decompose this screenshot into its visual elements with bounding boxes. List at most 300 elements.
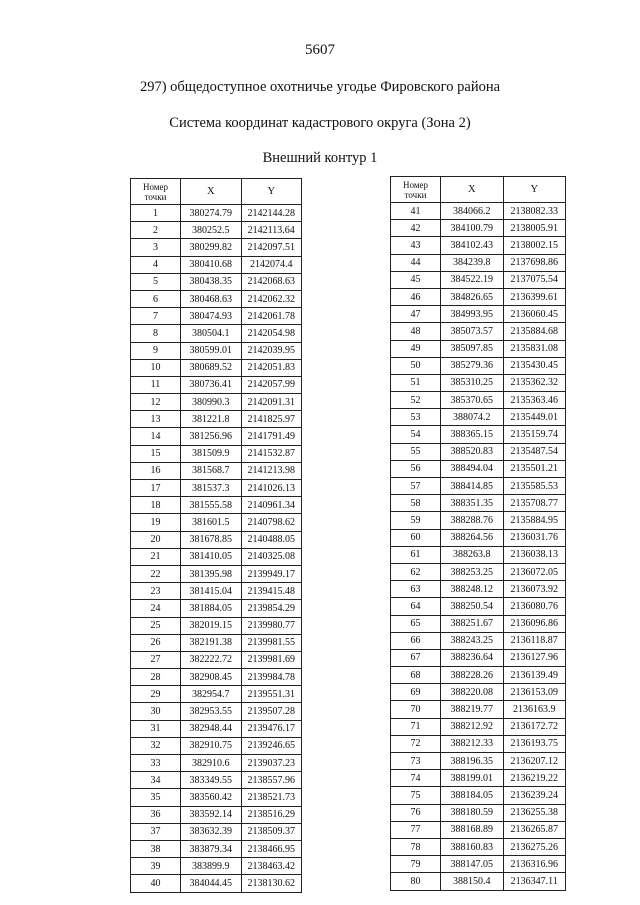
table-row [391,306,566,323]
point-number-cell: 72 [391,735,441,752]
point-number-cell: 5 [131,273,181,290]
table-row [131,428,302,445]
y-coordinate-cell: 2138521.73 [241,789,302,806]
table-row [131,222,302,239]
x-coordinate-cell: 384239.8 [441,254,504,271]
point-number-cell: 21 [131,548,181,565]
table-row [391,512,566,529]
table-row [131,686,302,703]
point-number-cell: 11 [131,376,181,393]
table-row [131,445,302,462]
x-header: X [441,177,504,203]
point-number-cell: 37 [131,823,181,840]
x-coordinate-cell: 380410.68 [181,256,242,273]
table-row [131,600,302,617]
table-row [131,239,302,256]
table-row [391,374,566,391]
x-coordinate-cell: 384826.65 [441,288,504,305]
y-coordinate-cell: 2136265.87 [503,821,566,838]
coordinates-table-right [390,176,566,891]
x-coordinate-cell: 384044.45 [181,875,242,892]
table-row [391,478,566,495]
x-coordinate-cell: 381537.3 [181,480,242,497]
point-number-cell: 63 [391,581,441,598]
y-coordinate-cell: 2139415.48 [241,583,302,600]
table-row [391,392,566,409]
point-number-cell: 28 [131,669,181,686]
x-coordinate-cell: 388196.35 [441,753,504,770]
x-coordinate-cell: 381256.96 [181,428,242,445]
point-number-cell: 9 [131,342,181,359]
y-coordinate-cell: 2139507.28 [241,703,302,720]
table-row [131,840,302,857]
table-row [391,529,566,546]
x-coordinate-cell: 380599.01 [181,342,242,359]
point-number-cell: 60 [391,529,441,546]
y-coordinate-cell: 2140798.62 [241,514,302,531]
point-number-cell: 40 [131,875,181,892]
x-coordinate-cell: 388414.85 [441,478,504,495]
x-coordinate-cell: 382910.6 [181,755,242,772]
point-number-cell: 80 [391,873,441,890]
x-coordinate-cell: 380504.1 [181,325,242,342]
table-row [391,718,566,735]
table-row [131,462,302,479]
point-number-cell: 10 [131,359,181,376]
x-coordinate-cell: 381415.04 [181,583,242,600]
y-coordinate-cell: 2141532.87 [241,445,302,462]
point-number-cell: 3 [131,239,181,256]
x-coordinate-cell: 388212.33 [441,735,504,752]
table-row [391,203,566,220]
x-coordinate-cell: 384993.95 [441,306,504,323]
table-row [391,753,566,770]
point-number-cell: 57 [391,478,441,495]
y-coordinate-cell: 2136139.49 [503,667,566,684]
point-number-cell: 23 [131,583,181,600]
point-number-cell: 19 [131,514,181,531]
y-coordinate-cell: 2135449.01 [503,409,566,426]
y-coordinate-cell: 2139981.69 [241,651,302,668]
x-coordinate-cell: 380990.3 [181,394,242,411]
x-coordinate-cell: 382954.7 [181,686,242,703]
y-coordinate-cell: 2140325.08 [241,548,302,565]
y-coordinate-cell: 2136347.11 [503,873,566,890]
table-row [131,789,302,806]
table-row [131,394,302,411]
point-number-cell: 39 [131,858,181,875]
y-coordinate-cell: 2136080.76 [503,598,566,615]
point-number-cell: 62 [391,563,441,580]
point-number-cell: 33 [131,755,181,772]
point-number-cell: 24 [131,600,181,617]
y-coordinate-cell: 2142054.98 [241,325,302,342]
x-coordinate-cell: 388160.83 [441,838,504,855]
x-coordinate-cell: 388212.92 [441,718,504,735]
point-number-cell: 36 [131,806,181,823]
table-row [131,565,302,582]
point-number-cell: 46 [391,288,441,305]
point-number-cell: 25 [131,617,181,634]
y-coordinate-cell: 2137698.86 [503,254,566,271]
table-row [131,548,302,565]
table-row [131,823,302,840]
table-row [391,615,566,632]
x-coordinate-cell: 388220.08 [441,684,504,701]
point-number-cell: 34 [131,772,181,789]
y-coordinate-cell: 2139854.29 [241,600,302,617]
x-coordinate-cell: 388264.56 [441,529,504,546]
y-coordinate-cell: 2139037.23 [241,755,302,772]
y-coordinate-cell: 2139981.55 [241,634,302,651]
x-coordinate-cell: 388288.76 [441,512,504,529]
point-number-cell: 61 [391,546,441,563]
point-number-cell: 22 [131,565,181,582]
x-coordinate-cell: 388199.01 [441,770,504,787]
x-coordinate-cell: 382191.38 [181,634,242,651]
table-row [391,856,566,873]
table-row [391,598,566,615]
point-number-cell: 35 [131,789,181,806]
table-row [391,426,566,443]
x-coordinate-cell: 380299.82 [181,239,242,256]
y-coordinate-cell: 2136038.13 [503,546,566,563]
x-coordinate-cell: 388236.64 [441,649,504,666]
y-header: Y [503,177,566,203]
y-coordinate-cell: 2138130.62 [241,875,302,892]
coordinates-table-left [130,178,302,893]
x-coordinate-cell: 388494.04 [441,460,504,477]
y-coordinate-cell: 2136207.12 [503,753,566,770]
table-row [391,873,566,890]
y-coordinate-cell: 2135501.21 [503,460,566,477]
x-coordinate-cell: 380274.79 [181,205,242,222]
table-row [131,703,302,720]
x-coordinate-cell: 383560.42 [181,789,242,806]
x-coordinate-cell: 388150.4 [441,873,504,890]
x-coordinate-cell: 388250.54 [441,598,504,615]
y-coordinate-cell: 2136127.96 [503,649,566,666]
x-coordinate-cell: 383592.14 [181,806,242,823]
x-coordinate-cell: 388520.83 [441,443,504,460]
table-row [131,290,302,307]
x-coordinate-cell: 381884.05 [181,600,242,617]
y-coordinate-cell: 2141213.98 [241,462,302,479]
x-coordinate-cell: 388263.8 [441,546,504,563]
y-coordinate-cell: 2136239.24 [503,787,566,804]
y-coordinate-cell: 2136255.38 [503,804,566,821]
table-row [131,325,302,342]
x-coordinate-cell: 383632.39 [181,823,242,840]
table-row [131,755,302,772]
x-coordinate-cell: 385310.25 [441,374,504,391]
x-coordinate-cell: 388248.12 [441,581,504,598]
y-coordinate-cell: 2135363.46 [503,392,566,409]
table-row [391,821,566,838]
table-header-row [391,177,566,203]
document-title: 297) общедоступное охотничье угодье Фировского района [139,79,501,95]
y-coordinate-cell: 2136073.92 [503,581,566,598]
point-number-cell: 17 [131,480,181,497]
x-coordinate-cell: 383899.9 [181,858,242,875]
point-number-cell: 76 [391,804,441,821]
x-coordinate-cell: 388184.05 [441,787,504,804]
table-row [391,804,566,821]
table-row [131,634,302,651]
point-number-cell: 77 [391,821,441,838]
y-coordinate-cell: 2141026.13 [241,480,302,497]
y-coordinate-cell: 2136275.26 [503,838,566,855]
table-row [391,649,566,666]
y-coordinate-cell: 2139980.77 [241,617,302,634]
table-row [391,254,566,271]
point-number-cell: 2 [131,222,181,239]
point-number-cell: 65 [391,615,441,632]
point-number-cell: 42 [391,220,441,237]
x-coordinate-cell: 380438.35 [181,273,242,290]
point-number-cell: 47 [391,306,441,323]
x-coordinate-cell: 381678.85 [181,531,242,548]
x-coordinate-cell: 388228.26 [441,667,504,684]
x-coordinate-cell: 380736.41 [181,376,242,393]
y-coordinate-cell: 2142113.64 [241,222,302,239]
y-coordinate-cell: 2135884.95 [503,512,566,529]
x-coordinate-cell: 388351.35 [441,495,504,512]
y-coordinate-cell: 2140961.34 [241,497,302,514]
table-row [391,667,566,684]
x-coordinate-cell: 382953.55 [181,703,242,720]
table-row [391,323,566,340]
point-number-cell: 18 [131,497,181,514]
y-coordinate-cell: 2140488.05 [241,531,302,548]
point-number-cell: 58 [391,495,441,512]
point-number-cell: 64 [391,598,441,615]
point-number-cell: 38 [131,840,181,857]
y-coordinate-cell: 2135884.68 [503,323,566,340]
table-row [391,340,566,357]
x-coordinate-cell: 388365.15 [441,426,504,443]
table-row [131,256,302,273]
y-coordinate-cell: 2137075.54 [503,271,566,288]
x-coordinate-cell: 384102.43 [441,237,504,254]
point-number-cell: 67 [391,649,441,666]
y-coordinate-cell: 2139551.31 [241,686,302,703]
y-coordinate-cell: 2139984.78 [241,669,302,686]
y-coordinate-cell: 2135430.45 [503,357,566,374]
table-row [131,273,302,290]
table-row [391,701,566,718]
x-coordinate-cell: 388147.05 [441,856,504,873]
table-row [131,875,302,892]
x-coordinate-cell: 388251.67 [441,615,504,632]
table-row [131,737,302,754]
x-coordinate-cell: 381568.7 [181,462,242,479]
point-number-cell: 71 [391,718,441,735]
point-number-cell: 74 [391,770,441,787]
x-coordinate-cell: 382908.45 [181,669,242,686]
y-coordinate-cell: 2142057.99 [241,376,302,393]
point-number-cell: 20 [131,531,181,548]
point-number-cell: 69 [391,684,441,701]
y-coordinate-cell: 2136118.87 [503,632,566,649]
x-coordinate-cell: 382948.44 [181,720,242,737]
point-number-cell: 73 [391,753,441,770]
table-row [391,220,566,237]
table-row [391,581,566,598]
table-row [131,359,302,376]
point-number-cell: 78 [391,838,441,855]
point-number-cell: 45 [391,271,441,288]
y-coordinate-cell: 2135362.32 [503,374,566,391]
point-number-cell: 4 [131,256,181,273]
point-number-cell: 53 [391,409,441,426]
y-coordinate-cell: 2136060.45 [503,306,566,323]
point-number-cell: 16 [131,462,181,479]
table-row [131,205,302,222]
point-number-cell: 48 [391,323,441,340]
y-coordinate-cell: 2138463.42 [241,858,302,875]
y-coordinate-cell: 2136172.72 [503,718,566,735]
y-coordinate-cell: 2136399.61 [503,288,566,305]
point-number-cell: 13 [131,411,181,428]
contour-heading: Внешний контур 1 [262,150,378,166]
point-number-cell: 66 [391,632,441,649]
page-number: 5607 [305,42,335,58]
point-number-header: Номер точки [131,179,181,205]
y-coordinate-cell: 2139476.17 [241,720,302,737]
point-number-cell: 54 [391,426,441,443]
point-number-cell: 41 [391,203,441,220]
point-number-cell: 26 [131,634,181,651]
point-number-cell: 1 [131,205,181,222]
point-number-cell: 75 [391,787,441,804]
x-coordinate-cell: 381555.58 [181,497,242,514]
point-number-cell: 43 [391,237,441,254]
y-coordinate-cell: 2138082.33 [503,203,566,220]
y-header: Y [241,179,302,205]
table-row [391,288,566,305]
y-coordinate-cell: 2135708.77 [503,495,566,512]
y-coordinate-cell: 2138005.91 [503,220,566,237]
x-coordinate-cell: 388074.2 [441,409,504,426]
x-coordinate-cell: 382910.75 [181,737,242,754]
x-coordinate-cell: 384066.2 [441,203,504,220]
x-coordinate-cell: 381601.5 [181,514,242,531]
x-coordinate-cell: 388219.77 [441,701,504,718]
y-coordinate-cell: 2142091.31 [241,394,302,411]
y-coordinate-cell: 2138002.15 [503,237,566,254]
point-number-cell: 32 [131,737,181,754]
y-coordinate-cell: 2138466.95 [241,840,302,857]
x-coordinate-cell: 388243.25 [441,632,504,649]
x-coordinate-cell: 380252.5 [181,222,242,239]
x-coordinate-cell: 380474.93 [181,308,242,325]
point-number-cell: 55 [391,443,441,460]
y-coordinate-cell: 2136316.96 [503,856,566,873]
table-row [131,514,302,531]
x-coordinate-cell: 381509.9 [181,445,242,462]
table-row [131,308,302,325]
x-coordinate-cell: 385279.36 [441,357,504,374]
y-coordinate-cell: 2136219.22 [503,770,566,787]
table-row [131,497,302,514]
x-coordinate-cell: 384522.19 [441,271,504,288]
table-row [391,357,566,374]
table-row [391,632,566,649]
table-row [391,409,566,426]
point-number-cell: 29 [131,686,181,703]
point-number-cell: 15 [131,445,181,462]
table-row [391,787,566,804]
y-coordinate-cell: 2142097.51 [241,239,302,256]
point-number-cell: 79 [391,856,441,873]
point-number-cell: 51 [391,374,441,391]
y-coordinate-cell: 2139949.17 [241,565,302,582]
x-coordinate-cell: 382019.15 [181,617,242,634]
table-row [131,531,302,548]
x-coordinate-cell: 385097.85 [441,340,504,357]
x-coordinate-cell: 388180.59 [441,804,504,821]
table-row [391,271,566,288]
y-coordinate-cell: 2135831.08 [503,340,566,357]
point-number-cell: 12 [131,394,181,411]
y-coordinate-cell: 2139246.65 [241,737,302,754]
coordinate-system-subtitle: Система координат кадастрового округа (Зона 2) [169,115,471,131]
table-row [131,617,302,634]
x-coordinate-cell: 383879.34 [181,840,242,857]
y-coordinate-cell: 2142061.78 [241,308,302,325]
table-header-row [131,179,302,205]
y-coordinate-cell: 2138509.37 [241,823,302,840]
point-number-cell: 31 [131,720,181,737]
table-row [131,480,302,497]
y-coordinate-cell: 2135159.74 [503,426,566,443]
table-row [391,460,566,477]
y-coordinate-cell: 2142068.63 [241,273,302,290]
table-row [131,720,302,737]
point-number-cell: 56 [391,460,441,477]
table-row [131,858,302,875]
point-number-cell: 50 [391,357,441,374]
point-number-cell: 70 [391,701,441,718]
x-coordinate-cell: 384100.79 [441,220,504,237]
point-number-cell: 6 [131,290,181,307]
y-coordinate-cell: 2141791.49 [241,428,302,445]
table-row [131,583,302,600]
point-number-cell: 7 [131,308,181,325]
table-row [131,806,302,823]
y-coordinate-cell: 2136072.05 [503,563,566,580]
table-row [131,376,302,393]
table-row [131,669,302,686]
table-row [391,684,566,701]
x-coordinate-cell: 383349.55 [181,772,242,789]
point-number-header: Номер точки [391,177,441,203]
point-number-cell: 52 [391,392,441,409]
point-number-cell: 59 [391,512,441,529]
table-row [391,237,566,254]
x-coordinate-cell: 381221.8 [181,411,242,428]
x-coordinate-cell: 381410.05 [181,548,242,565]
table-row [391,770,566,787]
y-coordinate-cell: 2136096.86 [503,615,566,632]
y-coordinate-cell: 2135585.53 [503,478,566,495]
y-coordinate-cell: 2136031.76 [503,529,566,546]
table-row [391,563,566,580]
x-coordinate-cell: 388253.25 [441,563,504,580]
x-header: X [181,179,242,205]
x-coordinate-cell: 385370.65 [441,392,504,409]
